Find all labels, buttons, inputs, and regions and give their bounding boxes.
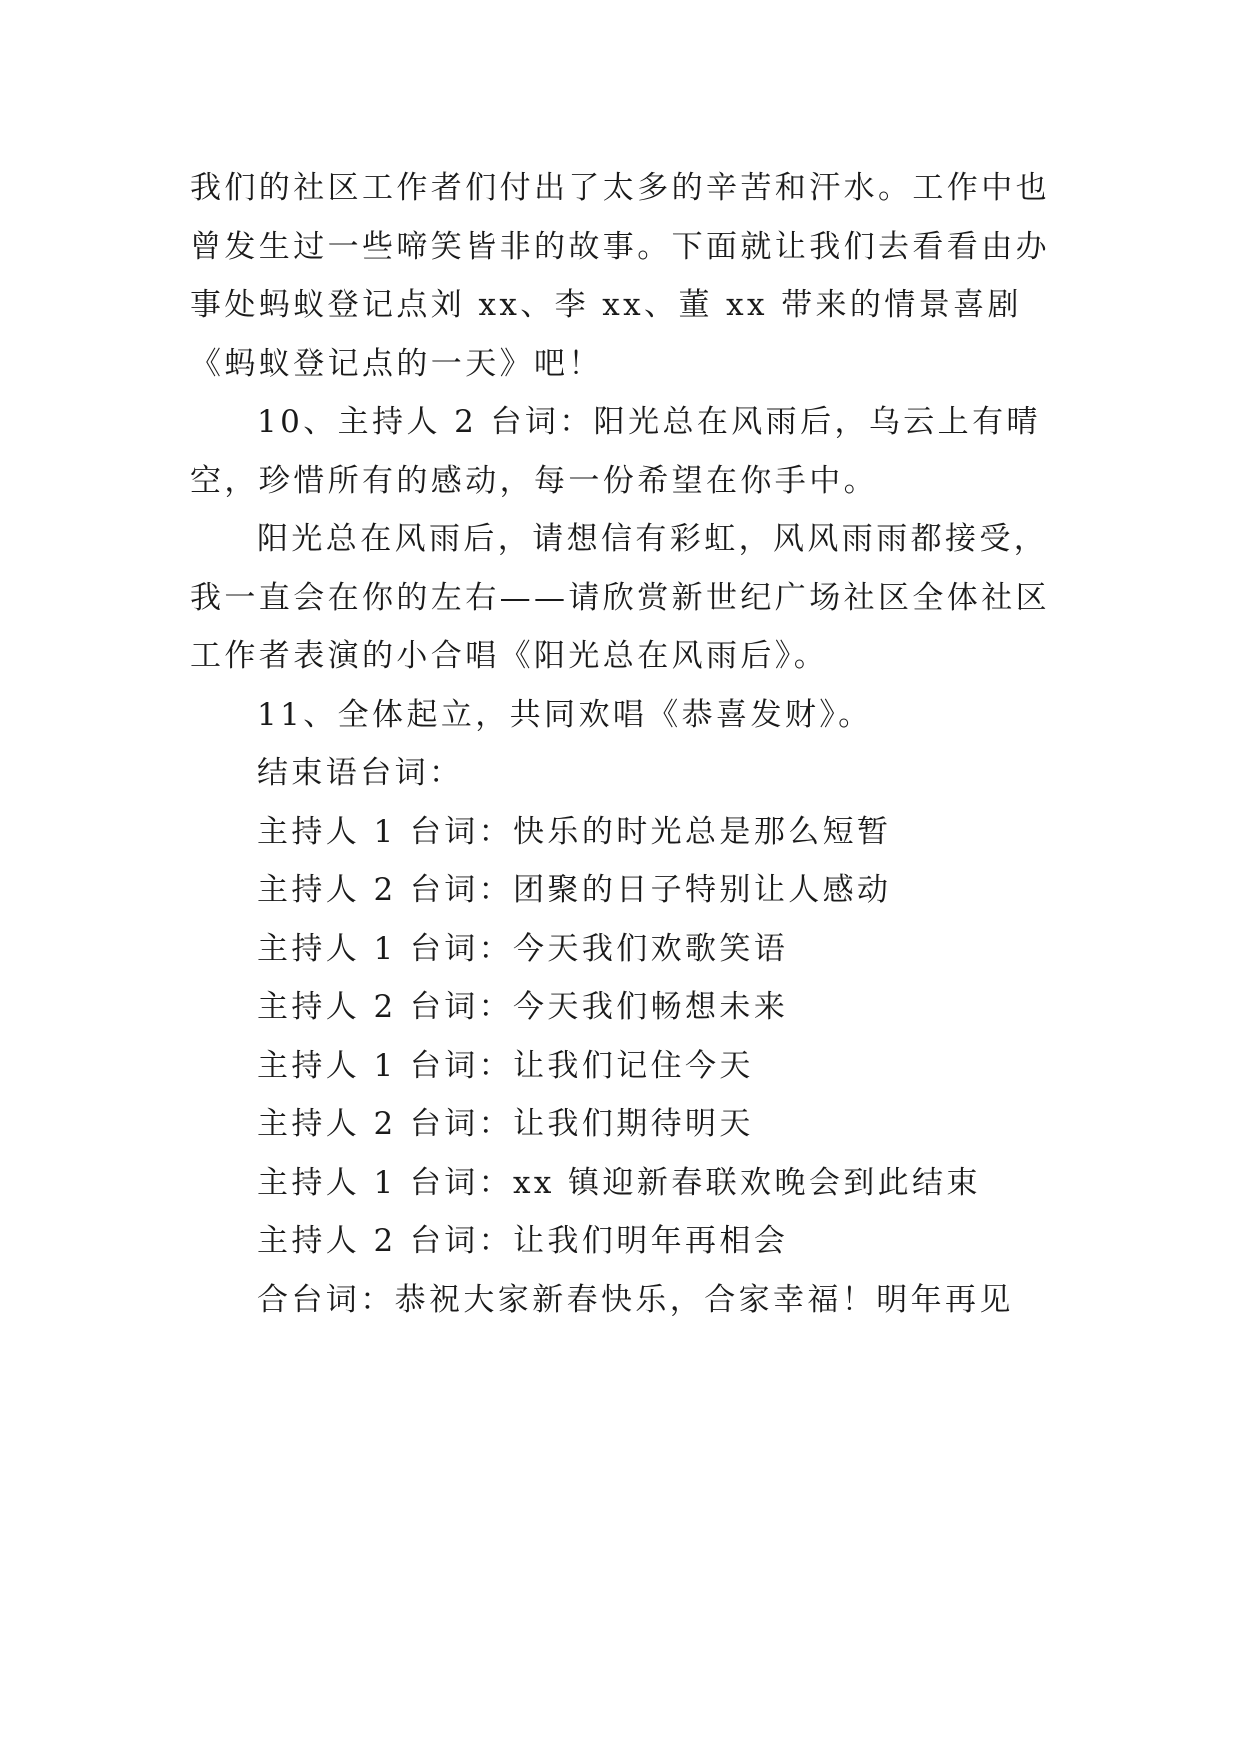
closing-line: 主持人 1 台词：让我们记住今天 [257,1047,754,1084]
closing-line: 主持人 2 台词：让我们明年再相会 [257,1223,789,1259]
paragraph-song-intro: 阳光总在风雨后，请想信有彩虹，风风雨雨都接受，我一直会在你的左右——请欣赏新世纪广场社区全体社区工作者表演的小合唱《阳光总在风雨后》。 [190,521,1050,674]
closing-line: 主持人 1 台词：快乐的时光总是那么短暂 [257,813,892,850]
closing-heading: 结束语台词： [257,755,464,791]
paragraph-intro: 我们的社区工作者们付出了太多的辛苦和汗水。工作中也曾发生过一些啼笑皆非的故事。下面就让我们去看看由办事处蚂蚁登记点刘 xx、李 xx、董 xx 带来的情景喜剧《蚂蚁登记点的一天》吧！ [190,170,1050,382]
paragraph-item-10: 10、主持人 2 台词：阳光总在风雨后，乌云上有晴空，珍惜所有的感动，每一份希望在你手中。 [190,404,1041,499]
closing-line: 主持人 2 台词：今天我们畅想未来 [257,989,789,1025]
paragraph-item-11: 11、全体起立，共同欢唱《恭喜发财》。 [257,696,873,733]
closing-line: 主持人 2 台词：团聚的日子特别让人感动 [257,872,892,908]
closing-line: 主持人 1 台词：今天我们欢歌笑语 [257,930,789,967]
closing-line: 主持人 2 台词：让我们期待明天 [257,1106,754,1142]
document-body [190,159,1070,1329]
closing-line: 主持人 1 台词：xx 镇迎新春联欢晚会到此结束 [257,1164,981,1201]
closing-final-line: 合台词：恭祝大家新春快乐，合家幸福！明年再见 [257,1281,1014,1318]
